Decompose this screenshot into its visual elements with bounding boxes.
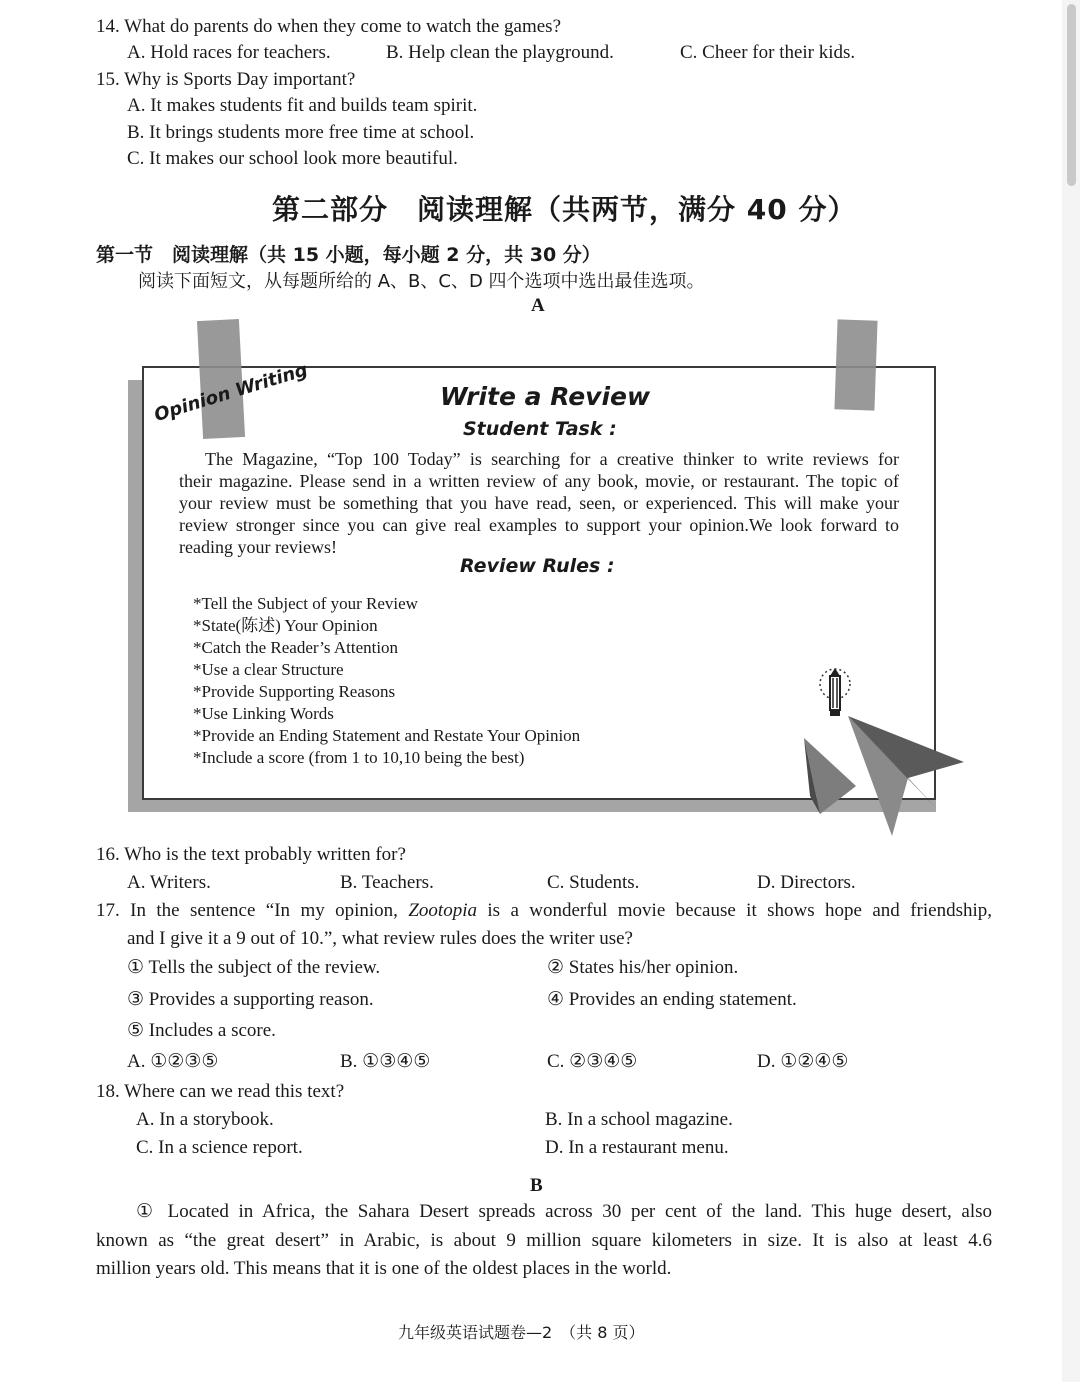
scrollbar-track[interactable] [1062,0,1080,1382]
scrollbar-thumb[interactable] [1067,4,1076,186]
q15-option-a: A. It makes students fit and builds team spirit. [127,95,478,116]
q17-option-c: C. ②③④⑤ [547,1051,638,1072]
instruction: 阅读下面短文，从每题所给的 A、B、C、D 四个选项中选出最佳选项。 [138,271,705,292]
q15-option-c: C. It makes our school look more beautiful. [127,148,458,169]
q14-option-b: B. Help clean the playground. [386,42,614,63]
review-body-line: your review must be something that you have read, seen, or experienced. This will make your [179,493,899,513]
q17-statement-3: ③ Provides a supporting reason. [127,989,374,1010]
page-footer: 九年级英语试题卷—2 （共 8 页） [398,1323,645,1342]
rule-item: *State(陈述) Your Opinion [193,616,378,635]
q17-stem-pre: 17. In the sentence “In my opinion, [96,900,398,921]
q16-option-a: A. Writers. [127,872,211,893]
q18-option-a: A. In a storybook. [136,1109,274,1130]
rule-item: *Use a clear Structure [193,660,344,679]
q17-statement-4: ④ Provides an ending statement. [547,989,797,1010]
review-body-line: The Magazine, “Top 100 Today” is searching for a creative thinker to write reviews for [205,449,899,469]
q17-statement-2: ② States his/her opinion. [547,957,739,978]
rule-item: *Tell the Subject of your Review [193,594,418,613]
q17-stem-post: is a wonderful movie because it shows hope and friendship, [487,900,992,921]
q16-option-b: B. Teachers. [340,872,434,893]
paper-airplane-icon [796,712,968,840]
q14-stem: 14. What do parents do when they come to watch the games? [96,16,562,37]
part-title: 第二部分 阅读理解（共两节，满分 40 分） [272,193,857,226]
tape-right [834,319,877,410]
review-title: Write a Review [440,382,651,411]
passage-b-label: B [530,1175,543,1196]
q17-option-b: B. ①③④⑤ [340,1051,431,1072]
section-title: 第一节 阅读理解（共 15 小题，每小题 2 分，共 30 分） [96,244,601,266]
q17-statement-1: ① Tells the subject of the review. [127,957,381,978]
q15-option-b: B. It brings students more free time at school. [127,122,475,143]
student-task-heading: Student Task : [463,418,617,440]
rule-item: *Use Linking Words [193,704,334,723]
q17-option-d: D. ①②④⑤ [757,1051,849,1072]
passage-b-line: known as “the great desert” in Arabic, is about 9 million square kilometers in size. It is also at least 4.6 [96,1230,992,1251]
q16-option-d: D. Directors. [757,872,856,893]
q17-stem [96,899,992,923]
review-body-line: review stronger since you can give real examples to support your opinion.We look forward to [179,515,899,535]
passage-a-label: A [531,295,545,316]
rule-item: *Provide an Ending Statement and Restate Your Opinion [193,726,581,745]
q16-option-c: C. Students. [547,872,640,893]
rule-item: *Catch the Reader’s Attention [193,638,399,657]
passage-b-line: million years old. This means that it is one of the oldest places in the world. [96,1258,672,1279]
review-rules-heading: Review Rules : [460,555,615,577]
q16-stem: 16. Who is the text probably written for? [96,844,406,865]
q17-statement-5: ⑤ Includes a score. [127,1020,276,1041]
review-body-line: their magazine. Please send in a written review of any book, movie, or restaurant. The topic of [179,471,899,491]
q18-stem: 18. Where can we read this text? [96,1081,345,1102]
q14-option-a: A. Hold races for teachers. [127,42,331,63]
q14-option-c: C. Cheer for their kids. [680,42,856,63]
review-body [179,448,899,558]
passage-b-line: ① Located in Africa, the Sahara Desert spreads across 30 per cent of the land. This huge desert, also [136,1201,992,1222]
rule-item: *Include a score (from 1 to 10,10 being the best) [193,748,525,767]
q18-option-d: D. In a restaurant menu. [545,1137,729,1158]
q15-stem: 15. Why is Sports Day important? [96,69,356,90]
q17-stem-line2: and I give it a 9 out of 10.”, what review rules does the writer use? [127,928,633,949]
q18-option-b: B. In a school magazine. [545,1109,733,1130]
review-body-line: reading your reviews! [179,537,337,557]
opinion-writing-badge: Opinion Writing [151,359,311,426]
q17-option-a: A. ①②③⑤ [127,1051,219,1072]
q17-movie-title: Zootopia [408,900,477,921]
rule-item: *Provide Supporting Reasons [193,682,396,701]
q18-option-c: C. In a science report. [136,1137,303,1158]
